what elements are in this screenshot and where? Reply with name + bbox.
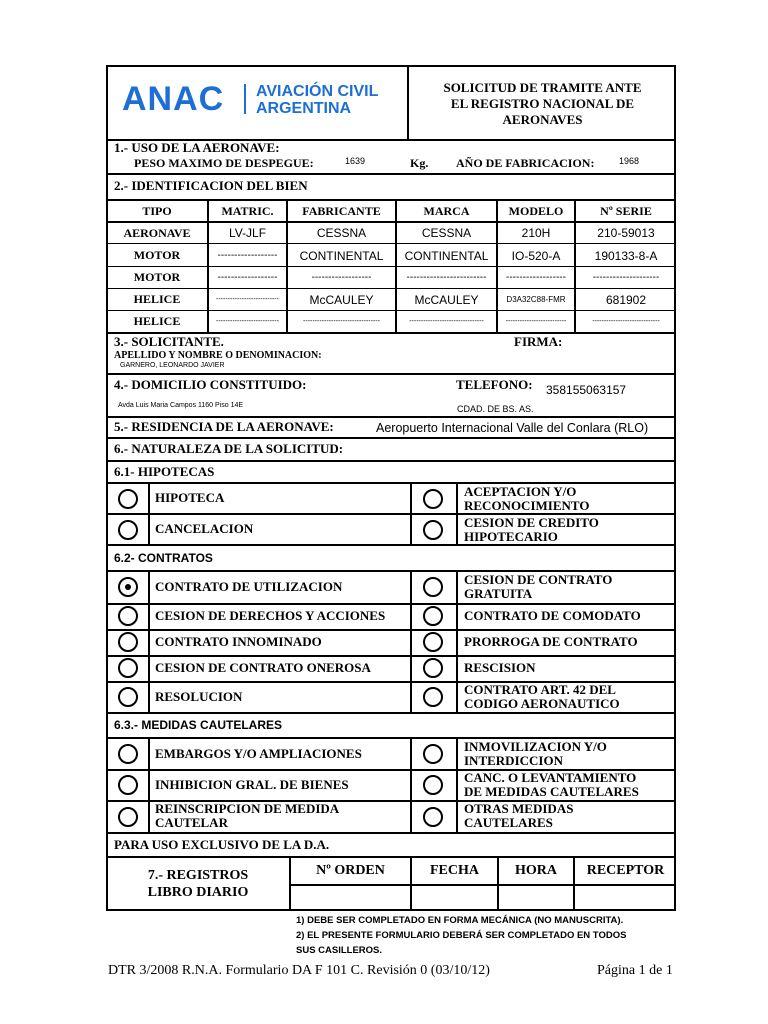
radio-inmovilizacion[interactable] (423, 744, 443, 764)
th-fecha: FECHA (430, 863, 479, 878)
s63-title: 6.3.- MEDIDAS CAUTELARES (114, 718, 283, 732)
exclusive-label: PARA USO EXCLUSIVO DE LA D.A. (114, 837, 330, 852)
rule (106, 482, 676, 484)
s2-title: 2.- IDENTIFICACION DEL BIEN (114, 178, 308, 193)
radio-reinscripcion[interactable] (118, 807, 138, 827)
row-matric: --------------------------- (216, 318, 279, 325)
col-rule (456, 737, 458, 833)
option-label: CESION DE CONTRATO (464, 572, 613, 587)
row-fabricante: McCAULEY (309, 292, 374, 307)
option-label: CAUTELARES (464, 815, 553, 830)
rule (106, 832, 676, 834)
radio-cesion-gratuita[interactable] (423, 577, 443, 597)
radio-prorroga[interactable] (423, 632, 443, 652)
rule (106, 655, 676, 657)
radio-innominado[interactable] (118, 632, 138, 652)
registros-line1: 7.- REGISTROS (147, 868, 249, 883)
rule (106, 437, 676, 439)
option-label: CAUTELAR (155, 815, 228, 830)
title-line2: EL REGISTRO NACIONAL DE (450, 96, 635, 111)
radio-contrato-utilizacion[interactable] (118, 577, 138, 597)
row-fabricante: ------------------ (311, 272, 372, 283)
s62-title: 6.2- CONTRATOS (114, 551, 213, 565)
row-serie: -------------------- (592, 272, 660, 283)
registros-title (108, 867, 288, 901)
row-tipo: MOTOR (133, 248, 181, 262)
radio-cesion-credito[interactable] (423, 520, 443, 540)
option-label: CONTRATO INNOMINADO (155, 634, 322, 649)
option-label: CESION DE CREDITO (464, 515, 599, 530)
footer-page: Página 1 de 1 (597, 963, 673, 978)
anac-logo-text: ANAC (122, 80, 225, 118)
th-modelo: MODELO (508, 203, 564, 218)
title-line1: SOLICITUD DE TRAMITE ANTE (443, 80, 642, 95)
row-matric: ------------------ (217, 272, 278, 283)
option-label: CANCELACION (155, 521, 254, 536)
receptor-field[interactable] (575, 886, 675, 910)
col-rule (148, 737, 150, 833)
fecha-field[interactable] (412, 886, 497, 910)
apellido-label: APELLIDO Y NOMBRE O DENOMINACION: (114, 350, 322, 361)
option-label: INMOVILIZACION Y/O (464, 739, 607, 754)
option-label: RECONOCIMIENTO (464, 498, 590, 513)
option-label: OTRAS MEDIDAS (464, 801, 574, 816)
s5-title: 5.- RESIDENCIA DE LA AERONAVE: (114, 419, 334, 434)
option-label: HIPOTECA (155, 490, 225, 505)
row-marca: ------------------------ (406, 272, 487, 283)
radio-comodato[interactable] (423, 606, 443, 626)
notes (296, 913, 626, 958)
rule (106, 460, 676, 462)
peso-unit: Kg. (410, 156, 429, 170)
rule (106, 629, 676, 631)
s1-title: 1.- USO DE LA AERONAVE: (114, 140, 280, 155)
row-modelo: ------------------ (506, 272, 566, 283)
form-title (409, 80, 676, 128)
residencia-value: Aeropuerto Internacional Valle del Conlara (RLO) (376, 421, 649, 435)
th-tipo: TIPO (142, 203, 172, 218)
col-rule (410, 482, 412, 545)
s61-title: 6.1- HIPOTECAS (114, 464, 215, 479)
row-modelo: D3A32C88-FMR (506, 295, 566, 304)
apellido-value: GARNERO, LEONARDO JAVIER (120, 362, 225, 369)
row-modelo: -------------------------- (505, 318, 567, 325)
row-modelo: IO-520-A (511, 248, 561, 263)
row-modelo: 210H (521, 226, 551, 240)
address-value: Avda Luis Maria Campos 1160 Piso 14E (118, 402, 244, 409)
col-rule (410, 737, 412, 833)
rule (106, 243, 676, 244)
row-tipo: HELICE (133, 314, 181, 328)
rule (106, 712, 676, 714)
row-tipo: HELICE (133, 292, 181, 306)
radio-art42[interactable] (423, 687, 443, 707)
option-label: CESION DE CONTRATO ONEROSA (155, 660, 371, 675)
rule (106, 603, 676, 605)
peso-label: PESO MAXIMO DE DESPEGUE: (134, 156, 314, 170)
telefono-label: TELEFONO: (456, 377, 533, 392)
row-serie: 190133-8-A (594, 248, 658, 263)
row-marca: -------------------------------- (409, 318, 484, 325)
note-line2: 2) EL PRESENTE FORMULARIO DEBERÁ SER COMPLETADO EN TODOS (296, 930, 627, 941)
row-fabricante: --------------------------------- (303, 318, 380, 325)
option-label: DE MEDIDAS CAUTELARES (464, 784, 639, 799)
th-orden: Nº ORDEN (316, 863, 385, 878)
rule (106, 416, 676, 418)
footer-form-id: DTR 3/2008 R.N.A. Formulario DA F 101 C. Revisión 0 (03/10/12) (108, 963, 490, 978)
th-serie: Nº SERIE (600, 203, 652, 218)
note-line1: 1) DEBE SER COMPLETADO EN FORMA MECÁNICA (NO MANUSCRITA). (296, 915, 624, 926)
radio-selected-dot (125, 584, 131, 590)
option-label: CANC. O LEVANTAMIENTO (464, 770, 637, 785)
option-label: INHIBICION GRAL. DE BIENES (155, 777, 349, 792)
option-label: GRATUITA (464, 586, 533, 601)
radio-aceptacion[interactable] (423, 489, 443, 509)
row-fabricante: CONTINENTAL (299, 248, 384, 263)
hora-field[interactable] (499, 886, 573, 910)
radio-resolucion[interactable] (118, 687, 138, 707)
anio-label: AÑO DE FABRICACION: (456, 156, 595, 170)
s3-title: 3.- SOLICITANTE. (114, 334, 224, 349)
radio-hipoteca[interactable] (118, 489, 138, 509)
row-matric: --------------------------- (216, 296, 279, 303)
row-marca: CESSNA (421, 226, 472, 240)
option-label: HIPOTECARIO (464, 529, 558, 544)
option-label: ACEPTACION Y/O (464, 484, 577, 499)
s6-title: 6.- NATURALEZA DE LA SOLICITUD: (114, 441, 344, 456)
logo-line1: AVIACIÓN CIVIL (256, 83, 379, 100)
radio-cancelacion[interactable] (118, 520, 138, 540)
row-fabricante: CESSNA (316, 226, 367, 240)
option-label: RESCISION (464, 660, 536, 675)
option-label: INTERDICCION (464, 753, 563, 768)
row-matric: LV-JLF (228, 226, 267, 240)
option-label: CODIGO AERONAUTICO (464, 696, 620, 711)
th-matric: MATRIC. (221, 203, 274, 218)
s4-title: 4.- DOMICILIO CONSTITUIDO: (114, 377, 307, 392)
option-label: REINSCRIPCION DE MEDIDA (155, 801, 340, 816)
note-line3: SUS CASILLEROS. (296, 945, 383, 956)
orden-field[interactable] (291, 886, 410, 910)
option-label: EMBARGOS Y/O AMPLIACIONES (155, 746, 362, 761)
option-label: RESOLUCION (155, 689, 243, 704)
option-label: CESION DE DERECHOS Y ACCIONES (155, 608, 386, 623)
radio-inhibicion[interactable] (118, 775, 138, 795)
col-rule (456, 482, 458, 545)
col-rule (148, 570, 150, 713)
row-serie: ----------------------------- (592, 318, 660, 325)
row-matric: ------------------ (217, 250, 278, 261)
th-fabricante: FABRICANTE (302, 203, 381, 218)
firma-label: FIRMA: (514, 334, 563, 349)
city-value: CDAD. DE BS. AS. (457, 404, 534, 414)
col-rule (410, 570, 412, 713)
option-label: CONTRATO ART. 42 DEL (464, 682, 616, 697)
telefono-value: 358155063157 (546, 383, 627, 397)
rule (106, 173, 676, 175)
th-hora: HORA (515, 863, 557, 878)
registros-line2: LIBRO DIARIO (147, 885, 249, 900)
radio-rescision[interactable] (423, 658, 443, 678)
th-marca: MARCA (423, 203, 470, 218)
row-tipo: AERONAVE (123, 225, 191, 240)
option-label: CONTRATO DE UTILIZACION (155, 579, 343, 594)
logo-separator (244, 84, 246, 114)
col-rule (148, 482, 150, 545)
option-label: PRORROGA DE CONTRATO (464, 634, 638, 649)
col-rule (456, 570, 458, 713)
row-marca: CONTINENTAL (404, 248, 489, 263)
radio-otras-medidas[interactable] (423, 807, 443, 827)
radio-embargos[interactable] (118, 744, 138, 764)
radio-cesion-onerosa[interactable] (118, 658, 138, 678)
radio-levantamiento[interactable] (423, 775, 443, 795)
row-serie: 681902 (605, 292, 647, 307)
rule (106, 544, 676, 546)
row-tipo: MOTOR (133, 270, 181, 284)
anac-logo (120, 80, 405, 122)
row-serie: 210-59013 (597, 226, 655, 240)
th-receptor: RECEPTOR (586, 863, 665, 878)
option-label: CONTRATO DE COMODATO (464, 608, 641, 623)
row-marca: McCAULEY (414, 292, 479, 307)
title-line3: AERONAVES (502, 112, 583, 127)
peso-value: 1639 (345, 156, 366, 166)
radio-cesion-derechos[interactable] (118, 606, 138, 626)
anio-value: 1968 (619, 156, 640, 166)
logo-line2: ARGENTINA (256, 100, 352, 117)
rule (106, 373, 676, 375)
